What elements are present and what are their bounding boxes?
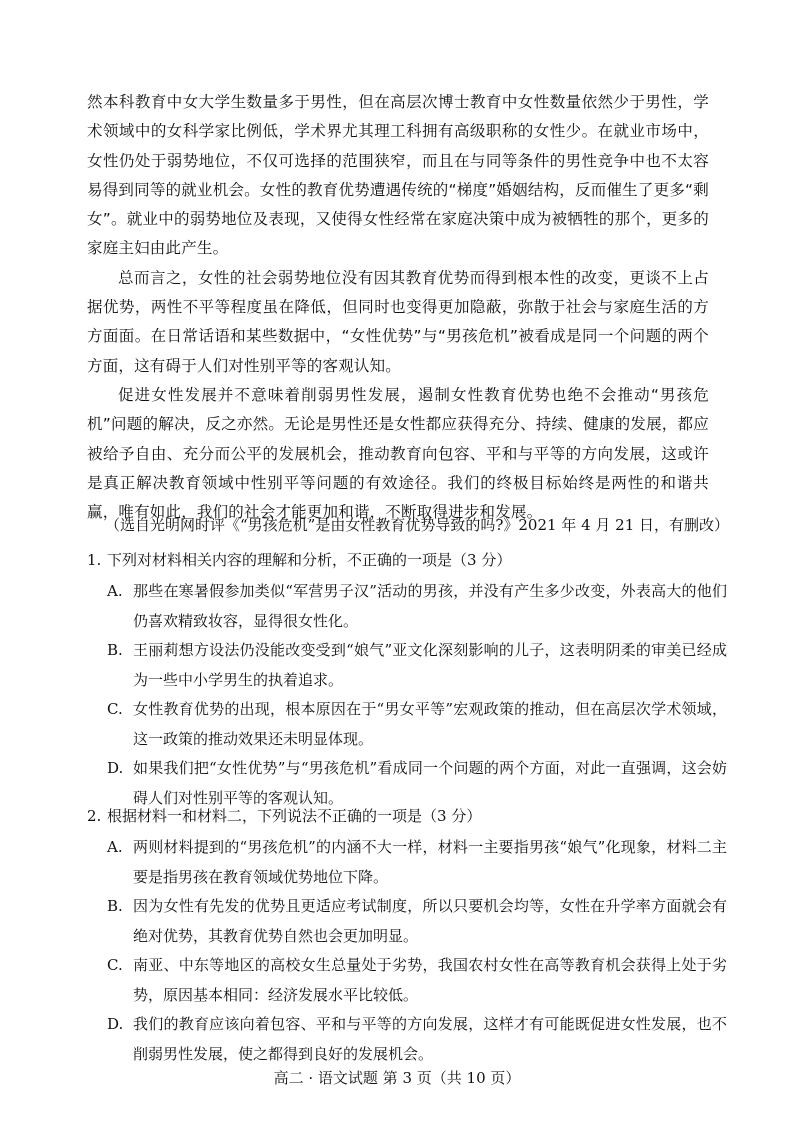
question-1-stem <box>87 546 727 575</box>
option-2b <box>107 892 727 951</box>
option-1a <box>107 577 727 636</box>
question-number: 1. <box>87 551 102 569</box>
option-letter: C. <box>107 956 123 974</box>
question-2 <box>87 802 727 1069</box>
option-1b <box>107 636 727 695</box>
question-number: 2. <box>87 807 102 825</box>
option-text: 我们的教育应该向着包容、平和与平等的方向发展，这样才有可能既促进女性发展，也不削弱男性发展，使之都得到良好的发展机会。 <box>133 1015 727 1063</box>
passage-source-citation: （选自光明网时评《“男孩危机”是由女性教育优势导致的吗?》2021 年 4 月 21 日，有删改） <box>105 516 730 534</box>
option-text: 王丽莉想方设法仍没能改变受到“娘气”亚文化深刻影响的儿子，这表明阴柔的审美已经成为一些中小学男生的执着追求。 <box>133 641 727 689</box>
passage-paragraph-2: 总而言之，女性的社会弱势地位没有因其教育优势而得到根本性的改变，更谈不上占据优势，两性不平等程度虽在降低，但同时也变得更加隐蔽，弥散于社会与家庭生活的方方面面。在日常话语和某些数据中，“女性优势”与“男孩危机”被看成是同一个问题的两个方面，这有碍于人们对性别平等的客观认知。 <box>87 268 709 375</box>
passage-paragraph-1: 然本科教育中女大学生数量多于男性，但在高层次博士教育中女性数量依然少于男性，学术领域中的女科学家比例低，学术界尤其理工科拥有高级职称的女性少。在就业市场中，女性仍处于弱势地位，不仅可选择的范围狭窄，而且在与同等条件的男性竞争中也不太容易得到同等的就业机会。女性的教育优势遭遇传统的“梯度”婚姻结构，反而催生了更多“剩女”。就业中的弱势地位及表现，又使得女性经常在家庭决策中成为被牺牲的那个，更多的家庭主妇由此产生。 <box>87 93 709 258</box>
question-text: 根据材料一和材料二，下列说法不正确的一项是（3 分） <box>107 807 482 825</box>
option-text: 因为女性有先发的优势且更适应考试制度，所以只要机会均等，女性在升学率方面就会有绝对优势，其教育优势自然也会更加明显。 <box>133 897 727 945</box>
option-letter: C. <box>107 700 123 718</box>
page-footer: 高二 · 语文试题 第 3 页（共 10 页） <box>273 1069 521 1087</box>
option-2d <box>107 1010 727 1069</box>
option-1c <box>107 695 727 754</box>
option-letter: D. <box>107 759 124 777</box>
option-letter: B. <box>107 641 123 659</box>
option-letter: A. <box>107 582 123 600</box>
question-text: 下列对材料相关内容的理解和分析，不正确的一项是（3 分） <box>107 551 512 569</box>
option-letter: A. <box>107 838 123 856</box>
option-2a <box>107 833 727 892</box>
passage-paragraph-3: 促进女性发展并不意味着削弱男性发展，遏制女性教育优势也绝不会推动“男孩危机”问题的解决，反之亦然。无论是男性还是女性都应获得充分、持续、健康的发展，都应被给予自由、充分而公平的发展机会，推动教育向包容、平和与平等的方向发展，这或许是真正解决教育领域中性别平等问题的有效途径。我们的终极目标始终是两性的和谐共赢，唯有如此，我们的社会才能更加和谐，不断取得进步和发展。 <box>87 385 709 522</box>
option-text: 女性教育优势的出现，根本原因在于“男女平等”宏观政策的推动，但在高层次学术领域，这一政策的推动效果还未明显体现。 <box>133 700 727 748</box>
option-text: 那些在寒暑假参加类似“军营男子汉”活动的男孩，并没有产生多少改变，外表高大的他们仍喜欢精致妆容，显得很女性化。 <box>133 582 727 630</box>
option-text: 如果我们把“女性优势”与“男孩危机”看成同一个问题的两个方面，对此一直强调，这会妨碍人们对性别平等的客观认知。 <box>133 759 727 807</box>
question-1 <box>87 546 727 813</box>
option-text: 两则材料提到的“男孩危机”的内涵不大一样，材料一主要指男孩“娘气”化现象，材料二主要是指男孩在教育领域优势地位下降。 <box>133 838 727 886</box>
option-letter: D. <box>107 1015 124 1033</box>
reading-passage <box>87 88 709 527</box>
option-text: 南亚、中东等地区的高校女生总量处于劣势，我国农村女性在高等教育机会获得上处于劣势，原因基本相同：经济发展水平比较低。 <box>133 956 727 1004</box>
question-2-stem <box>87 802 727 831</box>
option-2c <box>107 951 727 1010</box>
option-letter: B. <box>107 897 123 915</box>
